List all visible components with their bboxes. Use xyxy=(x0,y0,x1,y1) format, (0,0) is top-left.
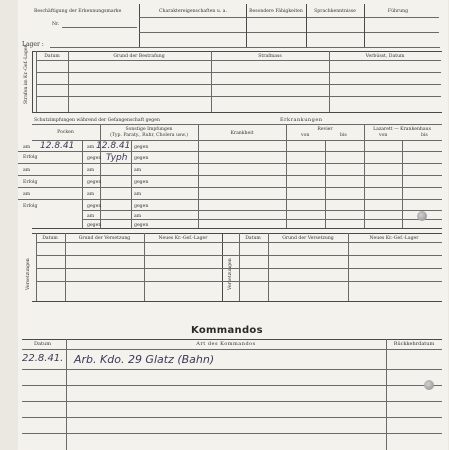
hw-kdo-art: Arb. Kdo. 29 Glatz (Bahn) xyxy=(74,353,215,366)
vers-col-datum-2: Datum xyxy=(245,236,261,241)
impf-row xyxy=(18,163,442,164)
sonst2-gegen-4: gegen xyxy=(134,204,149,209)
strafen-col-datum: Datum xyxy=(44,54,60,59)
impf-row xyxy=(18,199,442,200)
impfungen-sonstige-sub: (Typ. Paraty., Ruhr, Cholera usw.) xyxy=(110,133,188,138)
pocken-erfolg-3: Erfolg xyxy=(23,204,38,209)
sonst-am-3: am xyxy=(87,192,95,197)
sonst-am-4: am xyxy=(87,214,95,219)
vers-v5 xyxy=(348,233,349,301)
vers-mid xyxy=(222,233,223,301)
kdo-row xyxy=(22,369,442,370)
vers-col-neues-2: Neues Kr.-Gef.-Lager xyxy=(369,236,419,241)
erkrankungen-revier-von: von xyxy=(301,133,310,138)
kdo-header-line xyxy=(22,349,442,350)
punch-hole xyxy=(417,211,427,221)
vers-v1 xyxy=(65,233,66,301)
kdo-row xyxy=(22,385,442,386)
vers-col-neues-1: Neues Kr.-Gef.-Lager xyxy=(158,236,208,241)
versetzungen-side-label-left: Versetzungen xyxy=(26,258,31,290)
sonst2-am-2: am xyxy=(134,192,142,197)
header-sprachkenntnisse: Sprachkenntnisse xyxy=(314,9,356,14)
hw-kdo-date: 22.8.41. xyxy=(22,353,64,364)
sonst-gegen-3: gegen xyxy=(87,204,102,209)
impf-row xyxy=(82,219,442,220)
header-sub-line-2 xyxy=(139,32,439,33)
lager-line xyxy=(50,47,440,48)
strafen-side-label: Strafen im Kr.-Gef.-Lager xyxy=(24,45,29,104)
impf-v1b xyxy=(131,140,132,228)
vers-v3 xyxy=(239,233,240,301)
sonst-gegen-1: gegen xyxy=(87,156,102,161)
pow-record-card xyxy=(18,0,448,450)
impf-row xyxy=(82,210,442,211)
strafen-col-grund: Grund der Bestrafung xyxy=(113,54,165,59)
hw-pocken-date: 12.8.41 xyxy=(40,141,75,151)
pocken-am-3: am xyxy=(23,192,31,197)
vers-v4 xyxy=(268,233,269,301)
vers-top xyxy=(32,233,442,234)
strafen-row xyxy=(36,84,441,85)
versetzungen-side-label-right: Versetzungen xyxy=(228,258,233,290)
sonst2-gegen-5: gegen xyxy=(134,223,149,228)
strafen-col-verbuesst: Verbüsst, Datum xyxy=(365,54,405,59)
strafen-bottom xyxy=(32,112,442,113)
sonst-gegen-4: gegen xyxy=(87,223,102,228)
hw-typhus: Typh xyxy=(106,153,128,163)
sonst2-gegen-3: gegen xyxy=(134,180,149,185)
nr-line xyxy=(62,27,137,28)
strafen-row xyxy=(36,72,441,73)
impf-header-bottom xyxy=(32,140,442,141)
vers-v2 xyxy=(144,233,145,301)
pocken-am-1: am xyxy=(23,145,31,150)
kommandos-datum: Datum xyxy=(34,341,51,347)
vers-col-grund-2: Grund der Versetzung xyxy=(282,236,334,241)
kdo-top xyxy=(22,339,442,340)
pocken-erfolg-2: Erfolg xyxy=(23,180,38,185)
impf-bottom xyxy=(32,228,442,229)
impf-row xyxy=(18,151,442,152)
impf-row xyxy=(18,187,442,188)
vers-row xyxy=(36,255,442,256)
revier-mid xyxy=(325,140,326,228)
vers-row xyxy=(36,242,442,243)
impf-top xyxy=(32,124,442,125)
erkrankungen-revier-bis: bis xyxy=(340,133,347,138)
sonst2-am-1: am xyxy=(134,168,142,173)
erkrankungen-krankheit: Krankheit xyxy=(230,131,254,136)
sonst2-gegen-1: gegen xyxy=(134,145,149,150)
erkrankungen-laz-von: von xyxy=(379,133,388,138)
erkrankungen-revier: Revier xyxy=(317,127,333,132)
vers-bottom xyxy=(32,301,442,302)
erkrankungen-lazarett: Lazarett — Krankenhaus xyxy=(373,127,431,132)
pocken-am-2: am xyxy=(23,168,31,173)
impfungen-title: Schutzimpfungen während der Gefangenschaft gegen xyxy=(34,118,160,123)
kdo-row xyxy=(22,433,442,434)
strafen-row xyxy=(36,60,441,61)
kommandos-art: Art des Kommandos xyxy=(196,341,256,347)
pocken-erfolg-1: Erfolg xyxy=(23,155,38,160)
sonst2-gegen-2: gegen xyxy=(134,156,149,161)
kdo-row xyxy=(22,401,442,402)
sonst-gegen-2: gegen xyxy=(87,180,102,185)
header-faehigkeiten: Besondere Fähigkeiten xyxy=(249,9,303,14)
erkrankungen-title: Erkrankungen xyxy=(280,117,323,123)
strafen-top xyxy=(32,51,442,52)
strafen-col-strafmass: Strafmass xyxy=(258,54,282,59)
punch-hole xyxy=(424,380,434,390)
impf-v0 xyxy=(82,140,83,228)
header-charakter: Charaktereigenschaften u. a. xyxy=(159,9,227,14)
header-fuehrung: Führung xyxy=(387,9,409,14)
kommandos-title: Kommandos xyxy=(191,325,263,336)
impf-row xyxy=(18,175,442,176)
header-beschaeftigung: Beschäftigung der Erkennungsmarke xyxy=(34,9,122,14)
vers-row xyxy=(36,281,442,282)
laz-mid xyxy=(402,140,403,228)
hw-sonst-date: 12.8.41 xyxy=(96,141,131,151)
sonst-am-1: am xyxy=(87,145,95,150)
header-lager: Lager : xyxy=(22,41,44,48)
strafen-row xyxy=(36,96,441,97)
sonst2-am-3: am xyxy=(134,214,142,219)
strafen-left xyxy=(32,51,33,112)
erkrankungen-laz-bis: bis xyxy=(421,133,428,138)
vers-row xyxy=(36,268,442,269)
header-sub-line xyxy=(139,17,439,18)
vers-col-datum-1: Datum xyxy=(42,236,58,241)
vers-v0 xyxy=(36,233,37,301)
sonst-am-2: am xyxy=(87,168,95,173)
vers-col-grund-1: Grund der Versetzung xyxy=(78,236,131,241)
kommandos-rueckkehr: Rückkehrdatum xyxy=(393,341,435,347)
kdo-row xyxy=(22,417,442,418)
impfungen-sonstige: Sonstige Impfungen xyxy=(125,127,173,132)
header-nr: Nr. xyxy=(52,22,60,27)
impfungen-pocken: Pocken xyxy=(57,130,74,135)
